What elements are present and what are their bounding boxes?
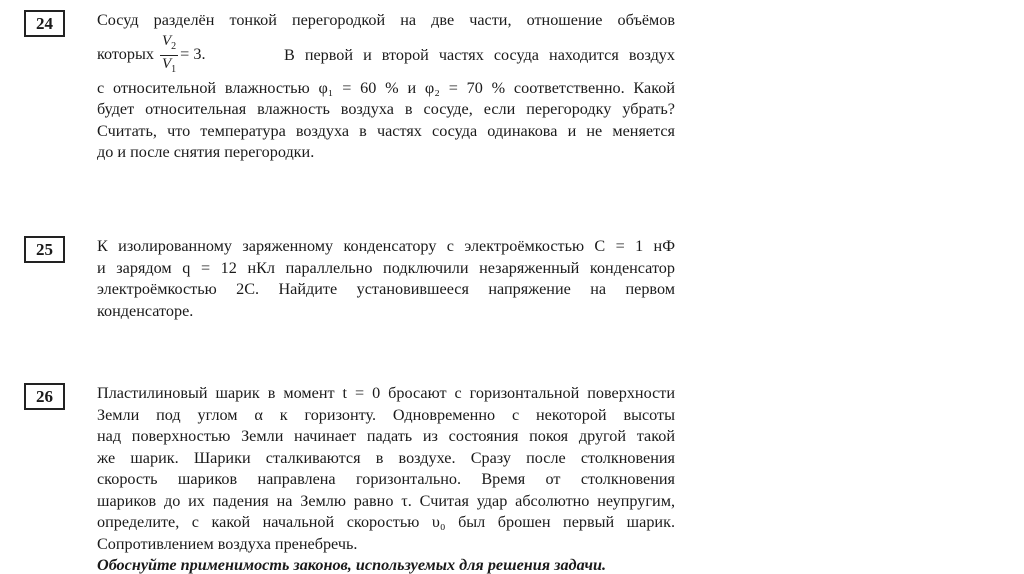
text-line: Земли под углом α к горизонту. Одновременно с некоторой высоты [97, 405, 675, 424]
text-line: К изолированному заряженному конденсатору с электроёмкостью C = 1 нФ [97, 237, 675, 255]
text-line-fraction [97, 32, 675, 78]
text-line: определите, с какой начальной скоростью υ₀ был брошен первый шарик. [97, 513, 675, 531]
text-line: шариков до их падения на Землю равно τ. Считая удар абсолютно неупругим, [97, 491, 675, 510]
instruction-line: Обоснуйте применимость законов, используемых для решения задачи. [97, 556, 607, 574]
text-line: Сосуд разделён тонкой перегородкой на две части, отношение объёмов [97, 11, 675, 29]
text-line: же шарик. Шарики сталкиваются в воздухе. Сразу после столкновения [97, 448, 675, 467]
problem-number-box: 24 [24, 10, 65, 37]
fraction-result: = 3. [180, 45, 206, 64]
text-line: будет относительная влажность воздуха в сосуде, если перегородку убрать? [97, 100, 675, 118]
text-fragment: которых [97, 45, 154, 64]
text-line: электроёмкостью 2C. Найдите установившееся напряжение на первом [97, 280, 675, 298]
text-line: до и после снятия перегородки. [97, 143, 315, 161]
text-line: конденсаторе. [97, 301, 194, 320]
text-line: скорость шариков направлена горизонтально. Время от столкновения [97, 470, 675, 488]
problem-number-box: 25 [24, 236, 65, 263]
text-line: и зарядом q = 12 нКл параллельно подключили незаряженный конденсатор [97, 258, 675, 277]
problem-text [97, 236, 675, 322]
text-line: с относительной влажностью φ₁ = 60 % и φ₂ = 70 % соответственно. Какой [97, 78, 675, 97]
problem-text [97, 10, 675, 164]
volume-ratio-fraction: $\frac{V_2}{V_1}$ [162, 32, 177, 75]
text-line: Пластилиновый шарик в момент t = 0 бросают с горизонтальной поверхности [97, 384, 675, 402]
problem-text [97, 383, 675, 574]
problem-number-box: 26 [24, 383, 65, 410]
text-line: над поверхностью Земли начинает падать из состояния покоя другой такой [97, 427, 675, 445]
text-line: Считать, что температура воздуха в частях сосуда одинакова и не меняется [97, 121, 675, 140]
text-line: Сопротивлением воздуха пренебречь. [97, 534, 358, 553]
text-fragment: В первой и второй частях сосуда находится воздух [283, 45, 675, 64]
